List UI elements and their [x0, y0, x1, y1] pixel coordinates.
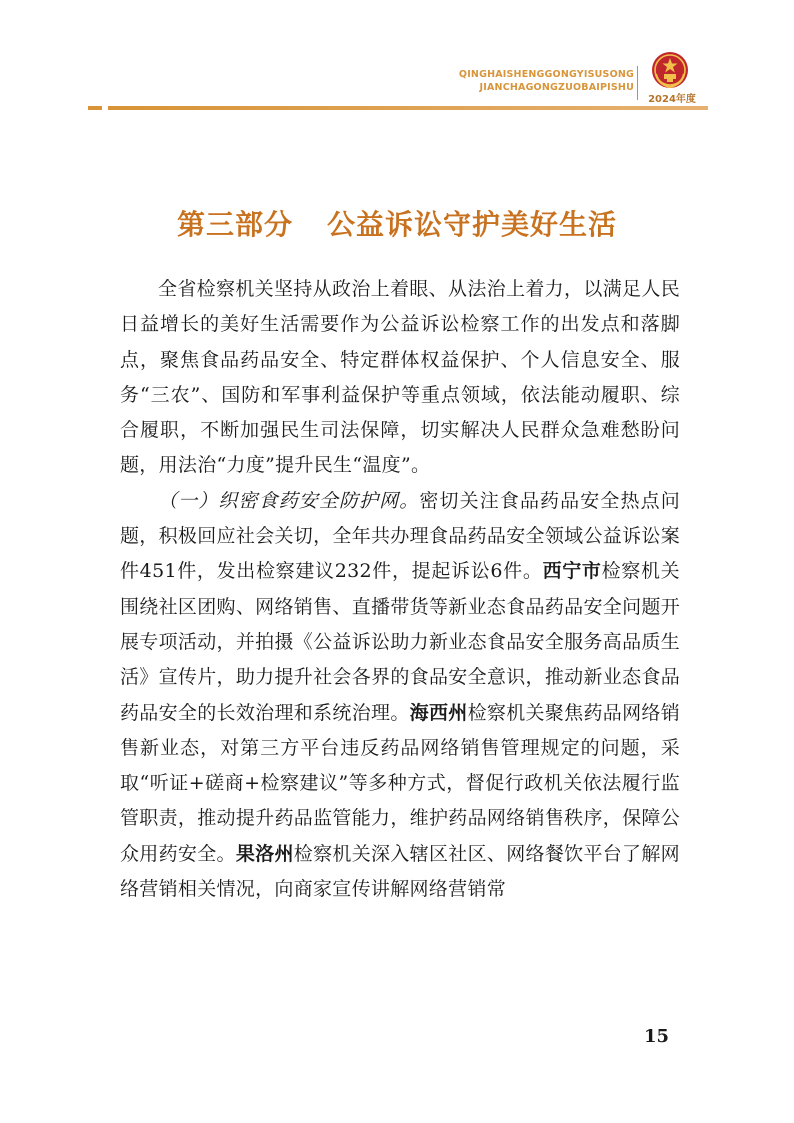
city-name-haixi: 海西州 [409, 701, 468, 724]
paragraph-text: 检察机关深入辖区社区、网络餐饮平台了解网络营销相关情况，向商家宣传讲解网络营销常 [120, 842, 680, 901]
paragraph-food-drug-safety [120, 484, 680, 908]
header-divider [637, 66, 638, 100]
section-part-label: 第三部分 [176, 208, 293, 241]
section-title-name: 公益诉讼守护美好生活 [327, 208, 618, 241]
header-line-2: JIANCHAGONGZUOBAIPISHU [479, 82, 634, 93]
header-line-1: QINGHAISHENGGONGYISUSONG [458, 69, 634, 80]
page-number: 15 [644, 1026, 670, 1047]
body-text [120, 272, 680, 907]
paragraph-text: 检察机关聚焦药品网络销售新业态，对第三方平台违反药品网络销售管理规定的问题，采取“听证+磋商+检察建议”等多种方式，督促行政机关依法履行监管职责，推动提升药品监管能力，维护药品网络销售秩序，保障公众用药安全。 [120, 701, 680, 865]
subsection-heading: （一）织密食药安全防护网。 [158, 489, 420, 512]
procuratorate-emblem-icon [650, 50, 690, 90]
header-english-title [459, 68, 634, 94]
city-name-xining: 西宁市 [542, 560, 602, 583]
header-rule-accent [88, 106, 102, 110]
paragraph-text: 密切关注食品药品安全热点问题，积极回应社会关切，全年共办理食品药品安全领域公益诉讼案件451件，发出检察建议232件，提起诉讼6件。 [120, 489, 680, 583]
header-rule [108, 106, 708, 110]
report-year: 2024年度 [648, 94, 696, 105]
paragraph-intro: 全省检察机关坚持从政治上着眼、从法治上着力，以满足人民日益增长的美好生活需要作为公益诉讼检察工作的出发点和落脚点，聚焦食品药品安全、特定群体权益保护、个人信息安全、服务“三农”、国防和军事利益保护等重点领域，依法能动履职、综合履职，不断加强民生司法保障，切实解决人民群众急难愁盼问题，用法治“力度”提升民生“温度”。 [120, 278, 680, 477]
paragraph-text: 检察机关围绕社区团购、网络销售、直播带货等新业态食品药品安全问题开展专项活动，并拍摄《公益诉讼助力新业态食品安全服务高品质生活》宣传片，助力提升社会各界的食品安全意识，推动新业态食品药品安全的长效治理和系统治理。 [120, 560, 680, 724]
section-title [0, 203, 794, 243]
city-name-guoluo: 果洛州 [235, 842, 294, 865]
